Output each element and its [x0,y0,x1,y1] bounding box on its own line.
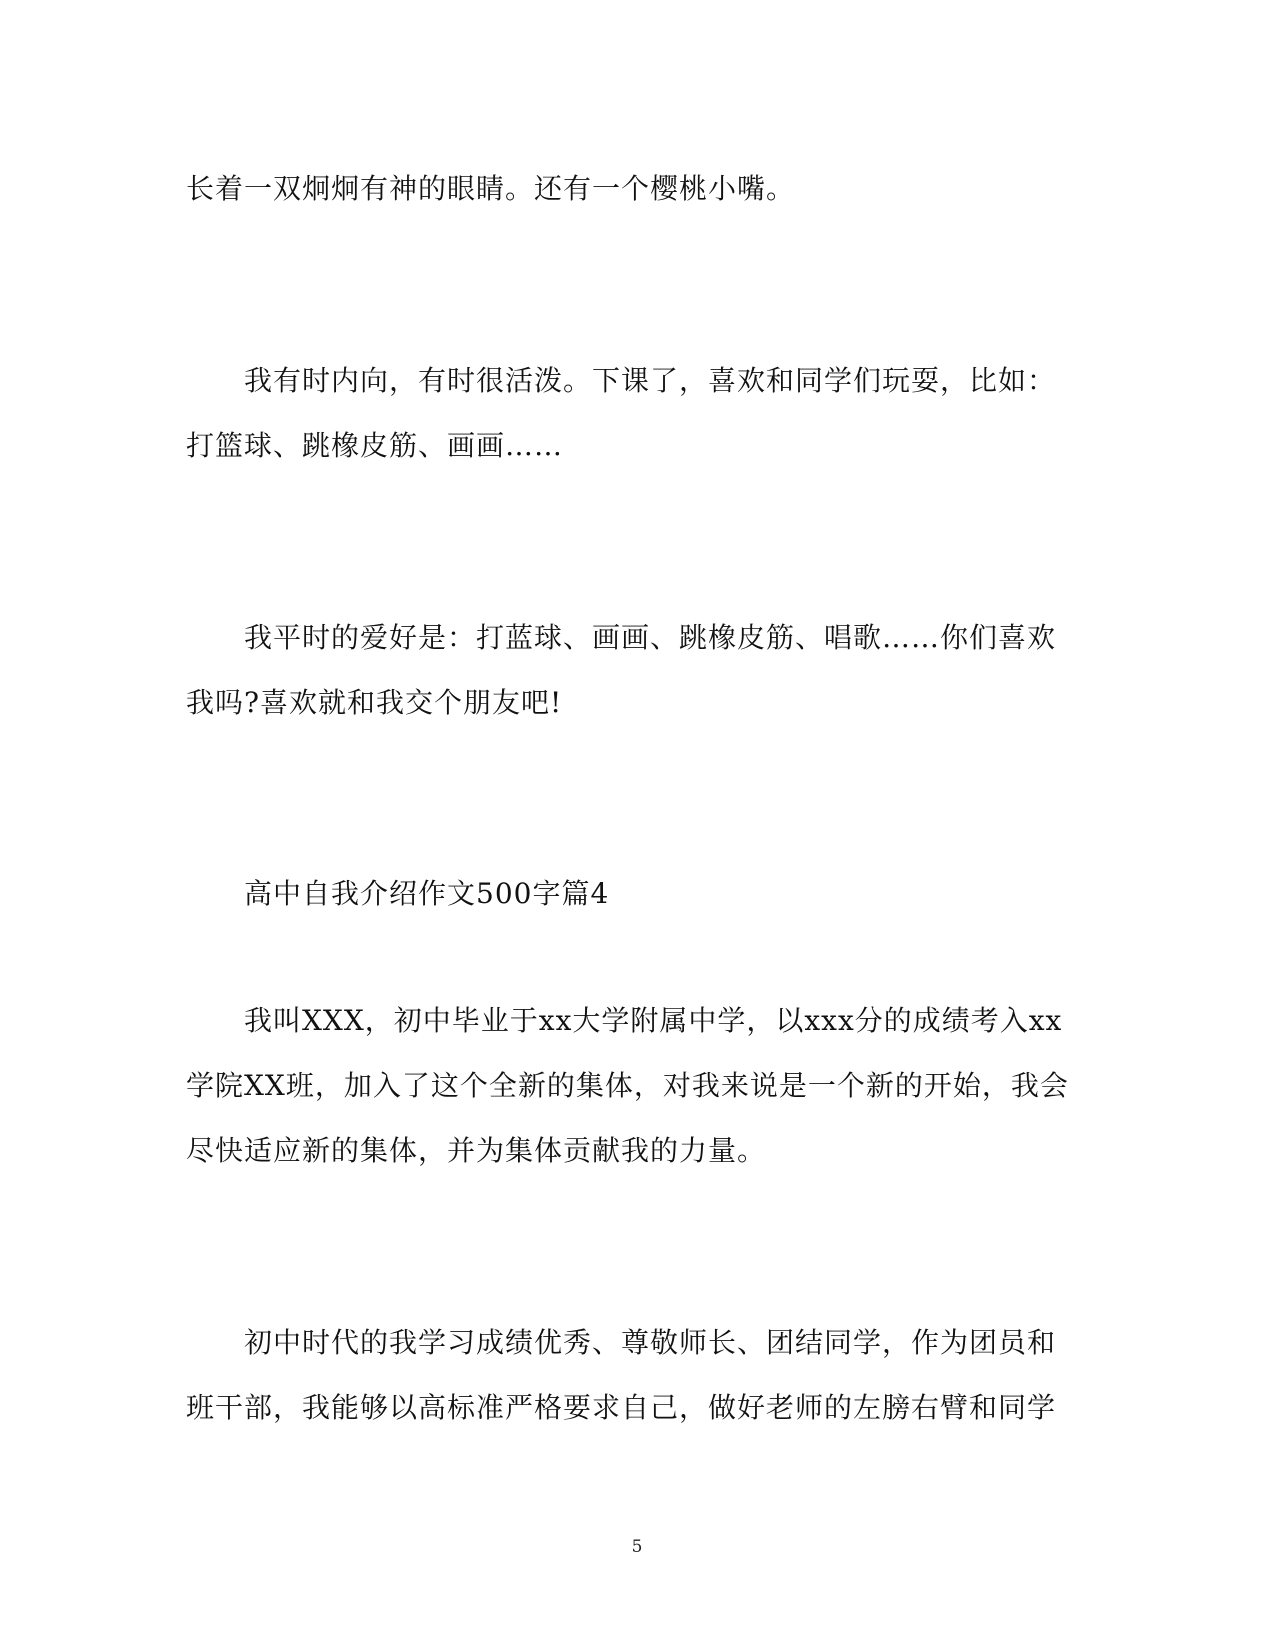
section-heading: 高中自我介绍作文500字篇4 [244,877,610,910]
paragraph-line: 初中时代的我学习成绩优秀、尊敬师长、团结同学，作为团员和 [244,1326,1057,1359]
paragraph-line: 学院XX班，加入了这个全新的集体，对我来说是一个新的开始，我会 [186,1069,1069,1102]
paragraph-line: 尽快适应新的集体，并为集体贡献我的力量。 [186,1134,767,1167]
page-number: 5 [631,1537,643,1557]
paragraph-line: 长着一双炯炯有神的眼睛。还有一个樱桃小嘴。 [186,172,796,205]
paragraph-line: 我平时的爱好是：打蓝球、画画、跳橡皮筋、唱歌……你们喜欢 [244,621,1057,654]
paragraph-line: 打篮球、跳橡皮筋、画画…… [186,429,564,462]
paragraph-line: 我叫XXX，初中毕业于xx大学附属中学，以xxx分的成绩考入xx [244,1004,1063,1037]
paragraph-line: 班干部，我能够以高标准严格要求自己，做好老师的左膀右臂和同学 [186,1391,1057,1424]
paragraph-line: 我吗?喜欢就和我交个朋友吧! [186,686,563,719]
paragraph-line: 我有时内向，有时很活泼。下课了，喜欢和同学们玩耍，比如： [244,364,1057,397]
